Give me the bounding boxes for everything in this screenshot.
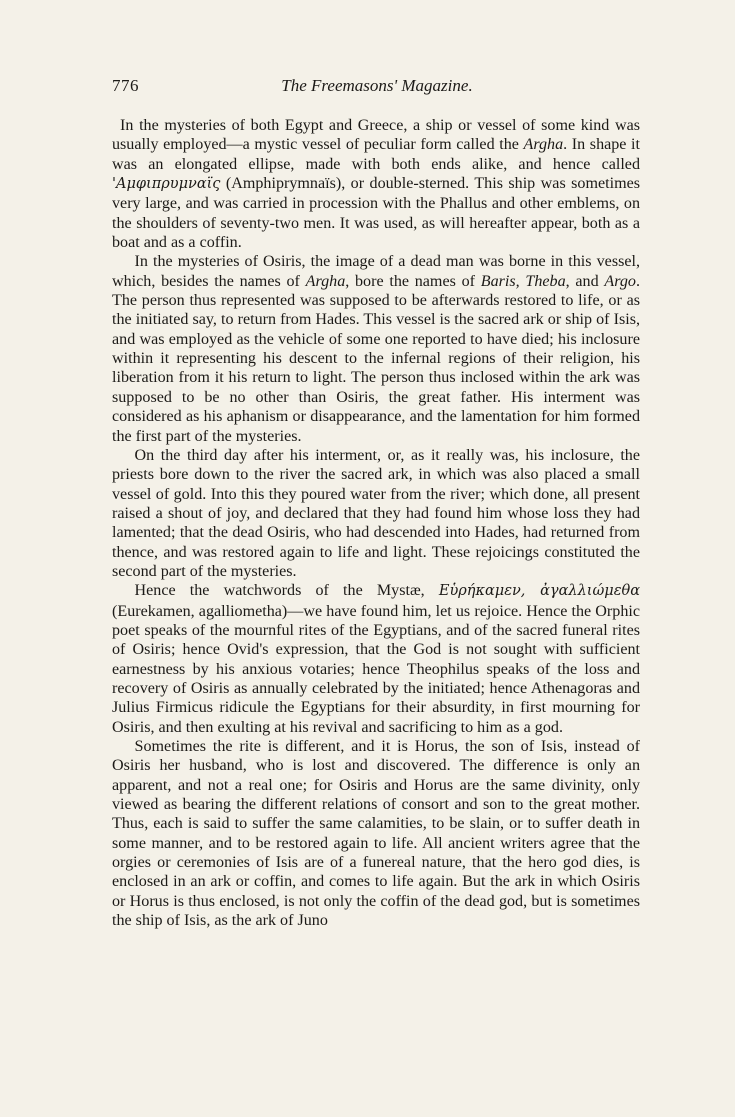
paragraph-5: Sometimes the rite is different, and it is Horus, the son of Isis, instead of Osiris her husband, who is lost and discovered. The difference is only an apparent, and not a real one; for Osiris and Horus are the same divinity, only viewed as bearing the different relations of consort and son to the great mother. Thus, each is said to suffer the same calamities, to be slain, or to suffer death in some manner, and to be restored again to life. All ancient writers agree that the orgies or ceremonies of Isis are of a funereal nature, that the hero god dies, is enclosed in an ark or coffin, and comes to life again. But the ark in which Osiris or Horus is thus enclosed, is not only the coffin of the dead god, but is sometimes the ship of Isis, as the ark of Juno [112, 738, 640, 930]
term-argha-2: Argha [305, 272, 346, 290]
paragraph-2-text-c: , and [565, 272, 605, 290]
paragraph-2-text-b: , bore the names of [345, 272, 481, 290]
paragraph-1-text-a: In the mysteries of both Egypt and Greece, a ship or vessel of some kind was usually employed—a mystic vessel of peculiar form called the [112, 117, 640, 154]
paragraph-1-text-c: (Amphiprymnaïs), or double-sterned. This ship was sometimes very large, and was carried in procession with the Phallus and other emblems, on the shoulders of seventy-two men. It was used, as will hereafter appear, both as a boat and as a coffin. [112, 175, 640, 252]
paragraph-2 [112, 252, 640, 445]
page-header [112, 76, 642, 100]
greek-eurekamen: Εὑρήκαμεν, ἀγαλλιώμεθα [438, 583, 640, 600]
paragraph-2-text-a: In the mysteries of Osiris, the image of a dead man was borne in this vessel, which, besides the names of [112, 253, 640, 290]
term-argo: Argo [604, 272, 636, 290]
running-title: The Freemasons' Magazine. [281, 76, 473, 95]
paragraph-2-text-d: . The person thus represented was supposed to be afterwards restored to life, or as the initiated say, to return from Hades. This vessel is the sacred ark or ship of Isis, and was employed as the vehicle of some one reported to have died; his inclosure within it representing his descent to the infernal regions of their religion, his liberation from it his return to light. The person thus inclosed within the ark was supposed to be no other than Osiris, the great father. His interment was considered as his aphanism or disappearance, and the lamentation for him formed the first part of the mysteries. [112, 272, 640, 445]
article-body [112, 116, 640, 930]
term-baris-theba: Baris, Theba [480, 272, 566, 290]
page-number: 776 [112, 76, 139, 95]
paragraph-4 [112, 581, 640, 737]
paragraph-4-text-a: Hence the watchwords of the Mystæ, [134, 582, 439, 600]
paragraph-3: On the third day after his interment, or, as it really was, his inclosure, the priests bore down to the river the sacred ark, in which was also placed a small vessel of gold. Into this they poured water from the river; which done, all present raised a shout of joy, and declared that they had found him whose loss they had lamented; that the dead Osiris, who had descended into Hades, had returned from thence, and was restored again to life and light. These rejoicings constituted the second part of the mysteries. [112, 446, 640, 580]
greek-amphiprymnais: 'Αμφιπρυμναϊς [112, 176, 221, 193]
term-argha: Argha [523, 136, 564, 154]
paragraph-1-text-b: . In shape it was an elongated ellipse, made with both ends alike, and hence called [112, 136, 640, 173]
paragraph-4-text-b: (Eurekamen, agalliometha)—we have found him, let us rejoice. Hence the Orphic poet speaks of the mournful rites of the Egyptians, and of the sacred funeral rites of Osiris; hence Ovid's expression, that the God is not sought with sufficient earnestness by his anxious votaries; hence Theophilus speaks of the loss and recovery of Osiris as annually celebrated by the initiated; hence Athenagoras and Julius Firmicus ridicule the Egyptians for their absurdity, in first mourning for Osiris, and then exulting at his revival and sacrificing to him as a god. [112, 602, 640, 736]
paragraph-1 [112, 116, 640, 252]
